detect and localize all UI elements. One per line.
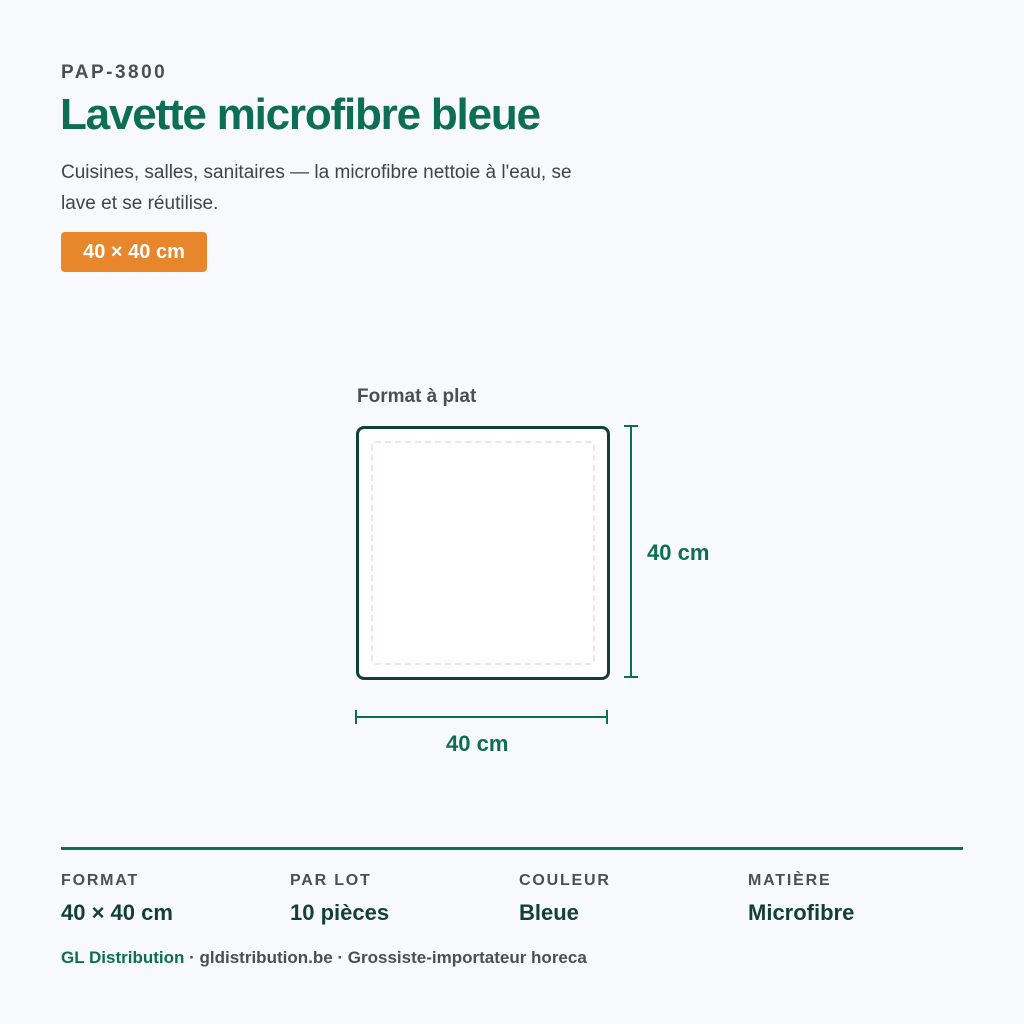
height-dimension-line — [624, 425, 638, 678]
specs-divider — [61, 847, 963, 850]
footer-website: gldistribution.be — [199, 948, 333, 967]
cloth-outline — [356, 426, 610, 680]
footer-tagline: Grossiste-importateur horeca — [347, 948, 587, 967]
spec-label: MATIÈRE — [748, 872, 832, 889]
footer-brand: GL Distribution — [61, 948, 185, 967]
spec-color — [519, 872, 611, 926]
width-label: 40 cm — [446, 731, 509, 756]
spec-label: FORMAT — [61, 872, 140, 889]
figure-caption: Format à plat — [357, 386, 477, 407]
spec-value: Bleue — [519, 900, 579, 925]
footer — [61, 948, 587, 968]
spec-value: 10 pièces — [290, 900, 390, 925]
footer-separator: · — [332, 948, 348, 967]
spec-label: COULEUR — [519, 872, 611, 889]
spec-value: 40 × 40 cm — [61, 900, 173, 925]
spec-label: PAR LOT — [290, 872, 372, 889]
spec-material — [748, 872, 854, 926]
spec-format — [61, 872, 173, 926]
product-description: Cuisines, salles, sanitaires — la microfibre nettoie à l'eau, se lave et se réutilise. — [61, 162, 572, 214]
spec-lot — [290, 872, 389, 926]
spec-value: Microfibre — [748, 900, 855, 925]
product-title: Lavette microfibre bleue — [60, 90, 540, 139]
size-badge: 40 × 40 cm — [61, 232, 207, 272]
height-label: 40 cm — [647, 540, 710, 565]
width-dimension-line — [355, 710, 608, 724]
cloth-seam — [371, 441, 595, 665]
product-sku: PAP-3800 — [61, 62, 168, 83]
footer-separator: · — [184, 948, 200, 967]
